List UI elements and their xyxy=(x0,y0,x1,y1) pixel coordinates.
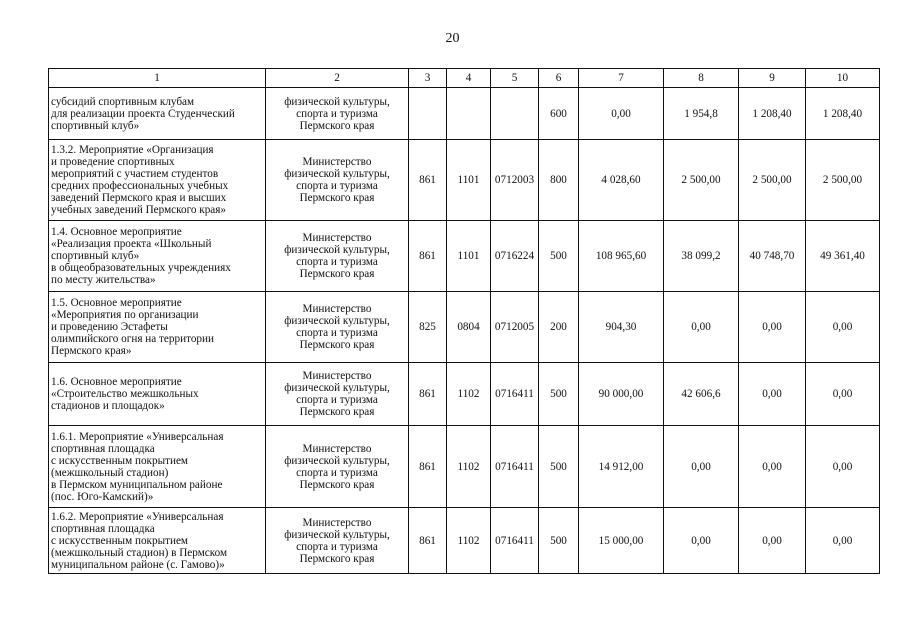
cell-col-9: 0,00 xyxy=(739,292,806,363)
column-header: 8 xyxy=(664,69,739,88)
cell-col-7: 15 000,00 xyxy=(579,508,664,574)
cell-col-8: 38 099,2 xyxy=(664,221,739,292)
page-number: 20 xyxy=(445,31,460,46)
cell-col-5: 0716411 xyxy=(491,426,539,508)
cell-col-5: 0716224 xyxy=(491,221,539,292)
cell-col-5: 0712005 xyxy=(491,292,539,363)
cell-col-6: 500 xyxy=(539,508,579,574)
column-header: 9 xyxy=(739,69,806,88)
cell-col-10: 0,00 xyxy=(806,426,880,508)
column-header: 7 xyxy=(579,69,664,88)
cell-col-7: 14 912,00 xyxy=(579,426,664,508)
cell-col-9: 0,00 xyxy=(739,426,806,508)
cell-col-6: 600 xyxy=(539,88,579,140)
cell-col-6: 200 xyxy=(539,292,579,363)
row-description: 1.6.2. Мероприятие «Универсальная спортивная площадка с искусственным покрытием (межшкольный стадион) в Пермском муниципальном районе (с. Гамово)» xyxy=(49,508,266,574)
cell-col-8: 0,00 xyxy=(664,508,739,574)
cell-col-10: 0,00 xyxy=(806,363,880,426)
cell-col-8: 0,00 xyxy=(664,426,739,508)
cell-col-7: 4 028,60 xyxy=(579,140,664,221)
cell-col-7: 904,30 xyxy=(579,292,664,363)
cell-col-5 xyxy=(491,88,539,140)
row-description: 1.6.1. Мероприятие «Универсальная спортивная площадка с искусственным покрытием (межшкольный стадион) в Пермском муниципальном районе (пос. Юго-Камский)» xyxy=(49,426,266,508)
responsible-organization: Министерство физической культуры, спорта и туризма Пермского края xyxy=(266,221,409,292)
row-description: 1.5. Основное мероприятие «Мероприятия по организации и проведению Эстафеты олимпийского огня на территории Пермского края» xyxy=(49,292,266,363)
cell-col-4: 1102 xyxy=(447,363,491,426)
cell-col-3: 861 xyxy=(409,508,447,574)
cell-col-8: 42 606,6 xyxy=(664,363,739,426)
row-description: 1.6. Основное мероприятие «Строительство межшкольных стадионов и площадок» xyxy=(49,363,266,426)
responsible-organization: Министерство физической культуры, спорта и туризма Пермского края xyxy=(266,140,409,221)
cell-col-5: 0712003 xyxy=(491,140,539,221)
row-description: 1.3.2. Мероприятие «Организация и проведение спортивных мероприятий с участием студентов средних профессиональных учебных заведений Пермского края и высших учебных заведений Пермского края» xyxy=(49,140,266,221)
cell-col-9: 0,00 xyxy=(739,363,806,426)
table-row xyxy=(49,221,880,292)
cell-col-7: 90 000,00 xyxy=(579,363,664,426)
responsible-organization: Министерство физической культуры, спорта и туризма Пермского края xyxy=(266,508,409,574)
table-row xyxy=(49,426,880,508)
cell-col-9: 40 748,70 xyxy=(739,221,806,292)
column-header: 2 xyxy=(266,69,409,88)
table-row xyxy=(49,508,880,574)
cell-col-6: 500 xyxy=(539,363,579,426)
cell-col-8: 1 954,8 xyxy=(664,88,739,140)
cell-col-7: 0,00 xyxy=(579,88,664,140)
cell-col-3: 861 xyxy=(409,140,447,221)
cell-col-10: 1 208,40 xyxy=(806,88,880,140)
table-header-row xyxy=(49,69,880,88)
cell-col-9: 2 500,00 xyxy=(739,140,806,221)
cell-col-9: 1 208,40 xyxy=(739,88,806,140)
table-row xyxy=(49,88,880,140)
cell-col-3: 861 xyxy=(409,363,447,426)
cell-col-10: 0,00 xyxy=(806,508,880,574)
table-row xyxy=(49,363,880,426)
cell-col-4: 1101 xyxy=(447,221,491,292)
table-row xyxy=(49,140,880,221)
cell-col-8: 0,00 xyxy=(664,292,739,363)
column-header: 6 xyxy=(539,69,579,88)
responsible-organization: Министерство физической культуры, спорта и туризма Пермского края xyxy=(266,292,409,363)
cell-col-3: 861 xyxy=(409,221,447,292)
responsible-organization: Министерство физической культуры, спорта и туризма Пермского края xyxy=(266,426,409,508)
responsible-organization: физической культуры, спорта и туризма Пермского края xyxy=(266,88,409,140)
cell-col-4: 1102 xyxy=(447,426,491,508)
column-header: 3 xyxy=(409,69,447,88)
cell-col-7: 108 965,60 xyxy=(579,221,664,292)
column-header: 5 xyxy=(491,69,539,88)
row-description: 1.4. Основное мероприятие «Реализация проекта «Школьный спортивный клуб» в общеобразовательных учреждениях по месту жительства» xyxy=(49,221,266,292)
cell-col-3: 861 xyxy=(409,426,447,508)
column-header: 1 xyxy=(49,69,266,88)
cell-col-4: 1101 xyxy=(447,140,491,221)
cell-col-3: 825 xyxy=(409,292,447,363)
table-row xyxy=(49,292,880,363)
cell-col-6: 500 xyxy=(539,221,579,292)
responsible-organization: Министерство физической культуры, спорта и туризма Пермского края xyxy=(266,363,409,426)
budget-table xyxy=(48,68,880,574)
cell-col-10: 49 361,40 xyxy=(806,221,880,292)
cell-col-3 xyxy=(409,88,447,140)
cell-col-9: 0,00 xyxy=(739,508,806,574)
cell-col-5: 0716411 xyxy=(491,363,539,426)
cell-col-4: 1102 xyxy=(447,508,491,574)
cell-col-6: 800 xyxy=(539,140,579,221)
cell-col-4 xyxy=(447,88,491,140)
cell-col-8: 2 500,00 xyxy=(664,140,739,221)
column-header: 10 xyxy=(806,69,880,88)
cell-col-4: 0804 xyxy=(447,292,491,363)
cell-col-6: 500 xyxy=(539,426,579,508)
cell-col-10: 0,00 xyxy=(806,292,880,363)
column-header: 4 xyxy=(447,69,491,88)
cell-col-5: 0716411 xyxy=(491,508,539,574)
row-description: субсидий спортивным клубам для реализации проекта Студенческий спортивный клуб» xyxy=(49,88,266,140)
cell-col-10: 2 500,00 xyxy=(806,140,880,221)
